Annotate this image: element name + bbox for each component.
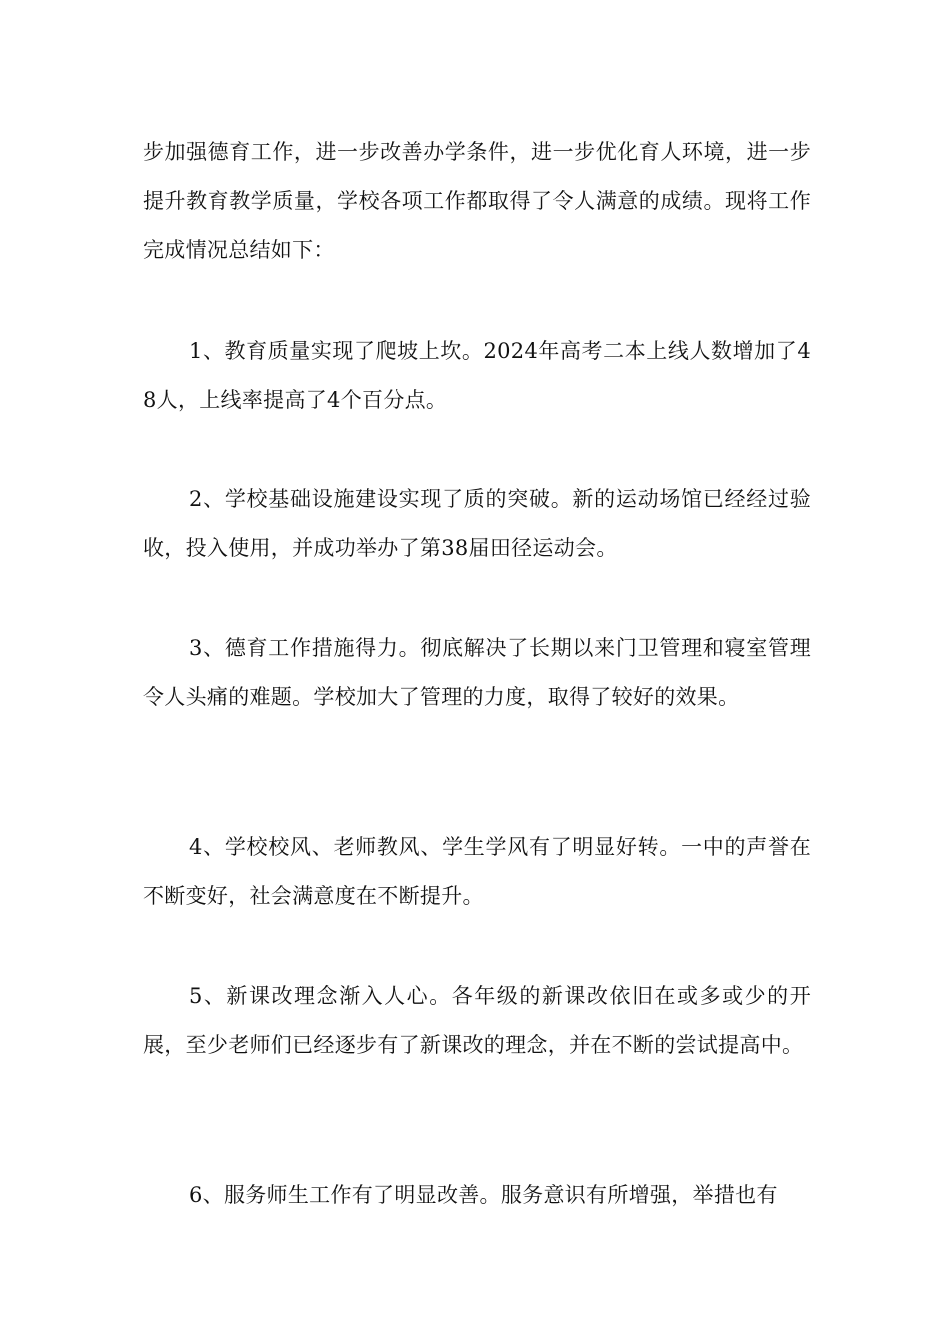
item-paragraph-4: 4、学校校风、老师教风、学生学风有了明显好转。一中的声誉在不断变好，社会满意度在不断提升。 — [143, 835, 811, 908]
item-paragraph-6: 6、服务师生工作有了明显改善。服务意识有所增强，举措也有 — [189, 1183, 778, 1207]
item-paragraph-5: 5、新课改理念渐入人心。各年级的新课改依旧在或多或少的开展，至少老师们已经逐步有了新课改的理念，并在不断的尝试提高中。 — [143, 984, 811, 1057]
item-paragraph-1: 1、教育质量实现了爬坡上坎。2024年高考二本上线人数增加了48人，上线率提高了4个百分点。 — [143, 339, 811, 412]
intro-paragraph: 步加强德育工作，进一步改善办学条件，进一步优化育人环境，进一步提升教育教学质量，学校各项工作都取得了令人满意的成绩。现将工作完成情况总结如下： — [143, 140, 811, 262]
item-paragraph-2: 2、学校基础设施建设实现了质的突破。新的运动场馆已经经过验收，投入使用，并成功举办了第38届田径运动会。 — [143, 487, 811, 560]
item-paragraph-3: 3、德育工作措施得力。彻底解决了长期以来门卫管理和寝室管理令人头痛的难题。学校加大了管理的力度，取得了较好的效果。 — [143, 636, 811, 709]
